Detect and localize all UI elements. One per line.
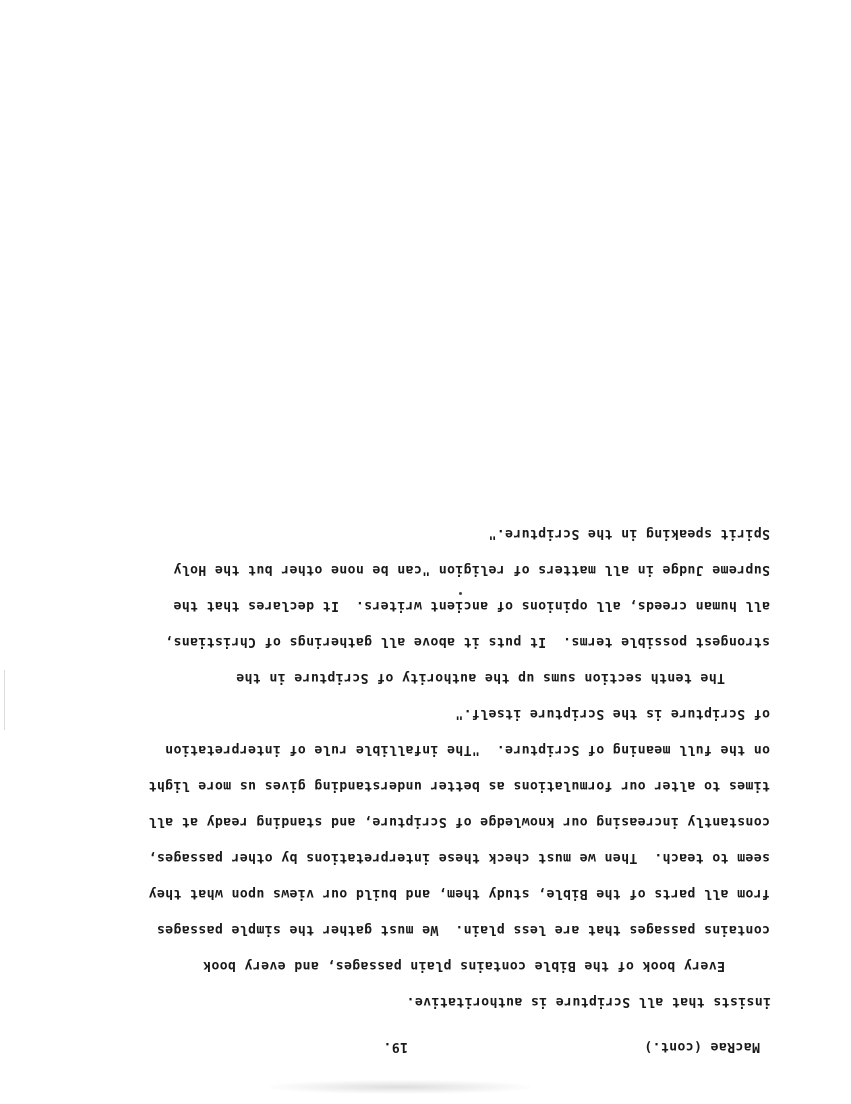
text-line: strongest possible terms. It puts it above all gatherings of Christians, xyxy=(164,634,770,649)
text-line: Every book of the Bible contains plain passages, and every book xyxy=(202,958,725,973)
text-line: contains passages that are less plain. We must gather the simple passages xyxy=(156,922,770,937)
text-line: Supreme Judge in all matters of religion "can be none other but the Holy xyxy=(173,562,770,577)
text-line: all human creeds, all opinions of ancient writers. It declares that the xyxy=(173,598,770,613)
text-line: on the full meaning of Scripture. "The infallible rule of interpretation xyxy=(164,742,770,757)
ink-speck xyxy=(459,592,462,595)
text-line: Spirit speaking in the Scripture." xyxy=(488,526,770,541)
text-line: constantly increasing our knowledge of Scripture, and standing ready at all xyxy=(148,814,770,829)
author-header: MacRae (cont.) xyxy=(643,1039,760,1054)
page-number: 19. xyxy=(383,1039,408,1054)
text-line: times to alter our formulations as better understanding gives us more light xyxy=(148,778,770,793)
text-line: insists that all Scripture is authoritative. xyxy=(406,994,771,1009)
text-line: from all parts of the Bible, study them, and build our views upon what they xyxy=(148,886,770,901)
text-line: The tenth section sums up the authority of Scripture in the xyxy=(235,670,725,685)
text-line: seem to teach. Then we must check these interpretations by other passages, xyxy=(148,850,770,865)
scan-edge-mark xyxy=(4,670,5,730)
scan-smudge xyxy=(270,1080,530,1094)
text-line: of Scripture is the Scripture itself." xyxy=(454,706,770,721)
